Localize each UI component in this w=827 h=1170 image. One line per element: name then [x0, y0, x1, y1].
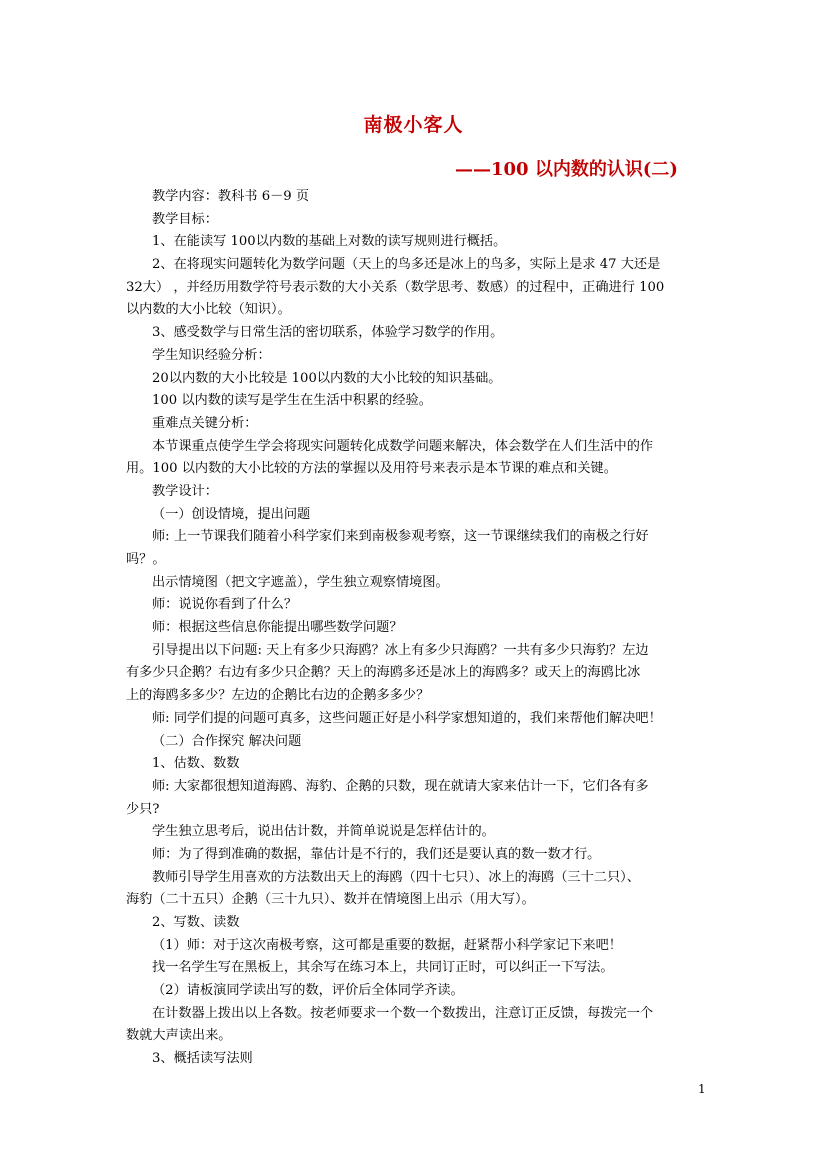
text-line: 少只? [126, 801, 160, 817]
text-line: 1、在能读写 100以内数的基础上对数的读写规则进行概括。 [152, 234, 507, 250]
text-line: 学生知识经验分析： [152, 347, 271, 363]
text-line: 重难点关键分析： [152, 415, 258, 431]
document-body [126, 186, 708, 1071]
text-line: （一）创设情境，提出问题 [152, 506, 311, 522]
text-line: 2、在将现实问题转化为数学问题（天上的鸟多还是冰上的鸟多，实际上是求 47 大还是 [152, 257, 661, 273]
text-line: 在计数器上拨出以上各数。按老师要求一个数一个数拨出，注意订正反馈，每拨完一个 [152, 1005, 654, 1021]
page-number: 1 [698, 1082, 706, 1096]
text-line: 2、写数、读数 [152, 915, 240, 930]
text-line: 吗？。 [126, 552, 166, 567]
text-line: 1、估数、数数 [152, 756, 240, 772]
text-line: 上的海鸥多多少？左边的企鹅比右边的企鹅多多少？ [126, 688, 430, 704]
text-line: （2）请板演同学读出写的数，评价后全体同学齐读。 [152, 983, 464, 999]
text-line: 32大） ，并经历用数学符号表示数的大小关系（数学思考、数感）的过程中，正确进行 100 [126, 279, 665, 295]
text-line: 3、感受数学与日常生活的密切联系，体验学习数学的作用。 [152, 325, 504, 341]
text-line: 教学内容：教科书 6－9 页 [152, 189, 310, 204]
text-line: （1）师：对于这次南极考察，这可都是重要的数据，赶紧帮小科学家记下来吧！ [152, 937, 622, 953]
text-line: 出示情境图（把文字遮盖），学生独立观察情境图。 [152, 574, 449, 590]
text-line: 有多少只企鹅？右边有多少只企鹅？天上的海鸥多还是冰上的海鸥多？或天上的海鸥比冰 [126, 665, 641, 681]
text-line: 师: 大家都很想知道海鸥、海豹、企鹅的只数，现在就请大家来估计一下，它们各有多 [152, 778, 649, 794]
text-line: 师：说说你看到了什么？ [152, 597, 298, 613]
text-line: 师: 上一节课我们随着小科学家们来到南极参观考察，这一节课继续我们的南极之行好 [152, 529, 649, 545]
text-line: 本节课重点使学生学会将现实问题转化成数学问题来解决，体会数学在人们生活中的作 [152, 438, 654, 454]
text-line: 师：为了得到准确的数据，靠估计是不行的，我们还是要认真的数一数才行。 [152, 846, 601, 862]
text-line: 找一名学生写在黑板上，其余写在练习本上，共同订正时，可以纠正一下写法。 [152, 960, 614, 976]
text-line: 教学目标： [152, 211, 218, 227]
text-line: 教师引导学生用喜欢的方法数出天上的海鸥（四十七只）、冰上的海鸥（三十二只）、 [152, 869, 640, 885]
text-line: （二）合作探究 解决问题 [152, 733, 302, 749]
text-line: 以内数的大小比较（知识）。 [126, 302, 291, 318]
text-line: 用。100 以内数的大小比较的方法的掌握以及用符号来表示是本节课的难点和关键。 [126, 461, 617, 477]
text-line: 师: 同学们提的问题可真多，这些问题正好是小科学家想知道的，我们来帮他们解决吧！ [152, 710, 662, 726]
text-line: 100 以内数的读写是学生在生活中积累的经验。 [152, 393, 432, 409]
text-line: 教学设计： [152, 483, 218, 499]
text-line: 引导提出以下问题: 天上有多少只海鸥？冰上有多少只海鸥？一共有多少只海豹？左边 [152, 642, 649, 658]
text-line: 海豹（二十五只）企鹅（三十九只）、数并在情境图上出示（用大写）。 [126, 892, 535, 908]
text-line: 师：根据这些信息你能提出哪些数学问题？ [152, 620, 403, 636]
document-title: 南极小客人 [363, 114, 464, 136]
text-line: 20以内数的大小比较是 100以内数的大小比较的知识基础。 [152, 370, 502, 386]
text-line: 学生独立思考后，说出估计数，并简单说说是怎样估计的。 [152, 824, 495, 840]
document-subtitle: ——100 以内数的认识(二) [455, 159, 678, 180]
text-line: 数就大声读出来。 [126, 1028, 232, 1044]
text-line: 3、概括读写法则 [152, 1051, 253, 1067]
